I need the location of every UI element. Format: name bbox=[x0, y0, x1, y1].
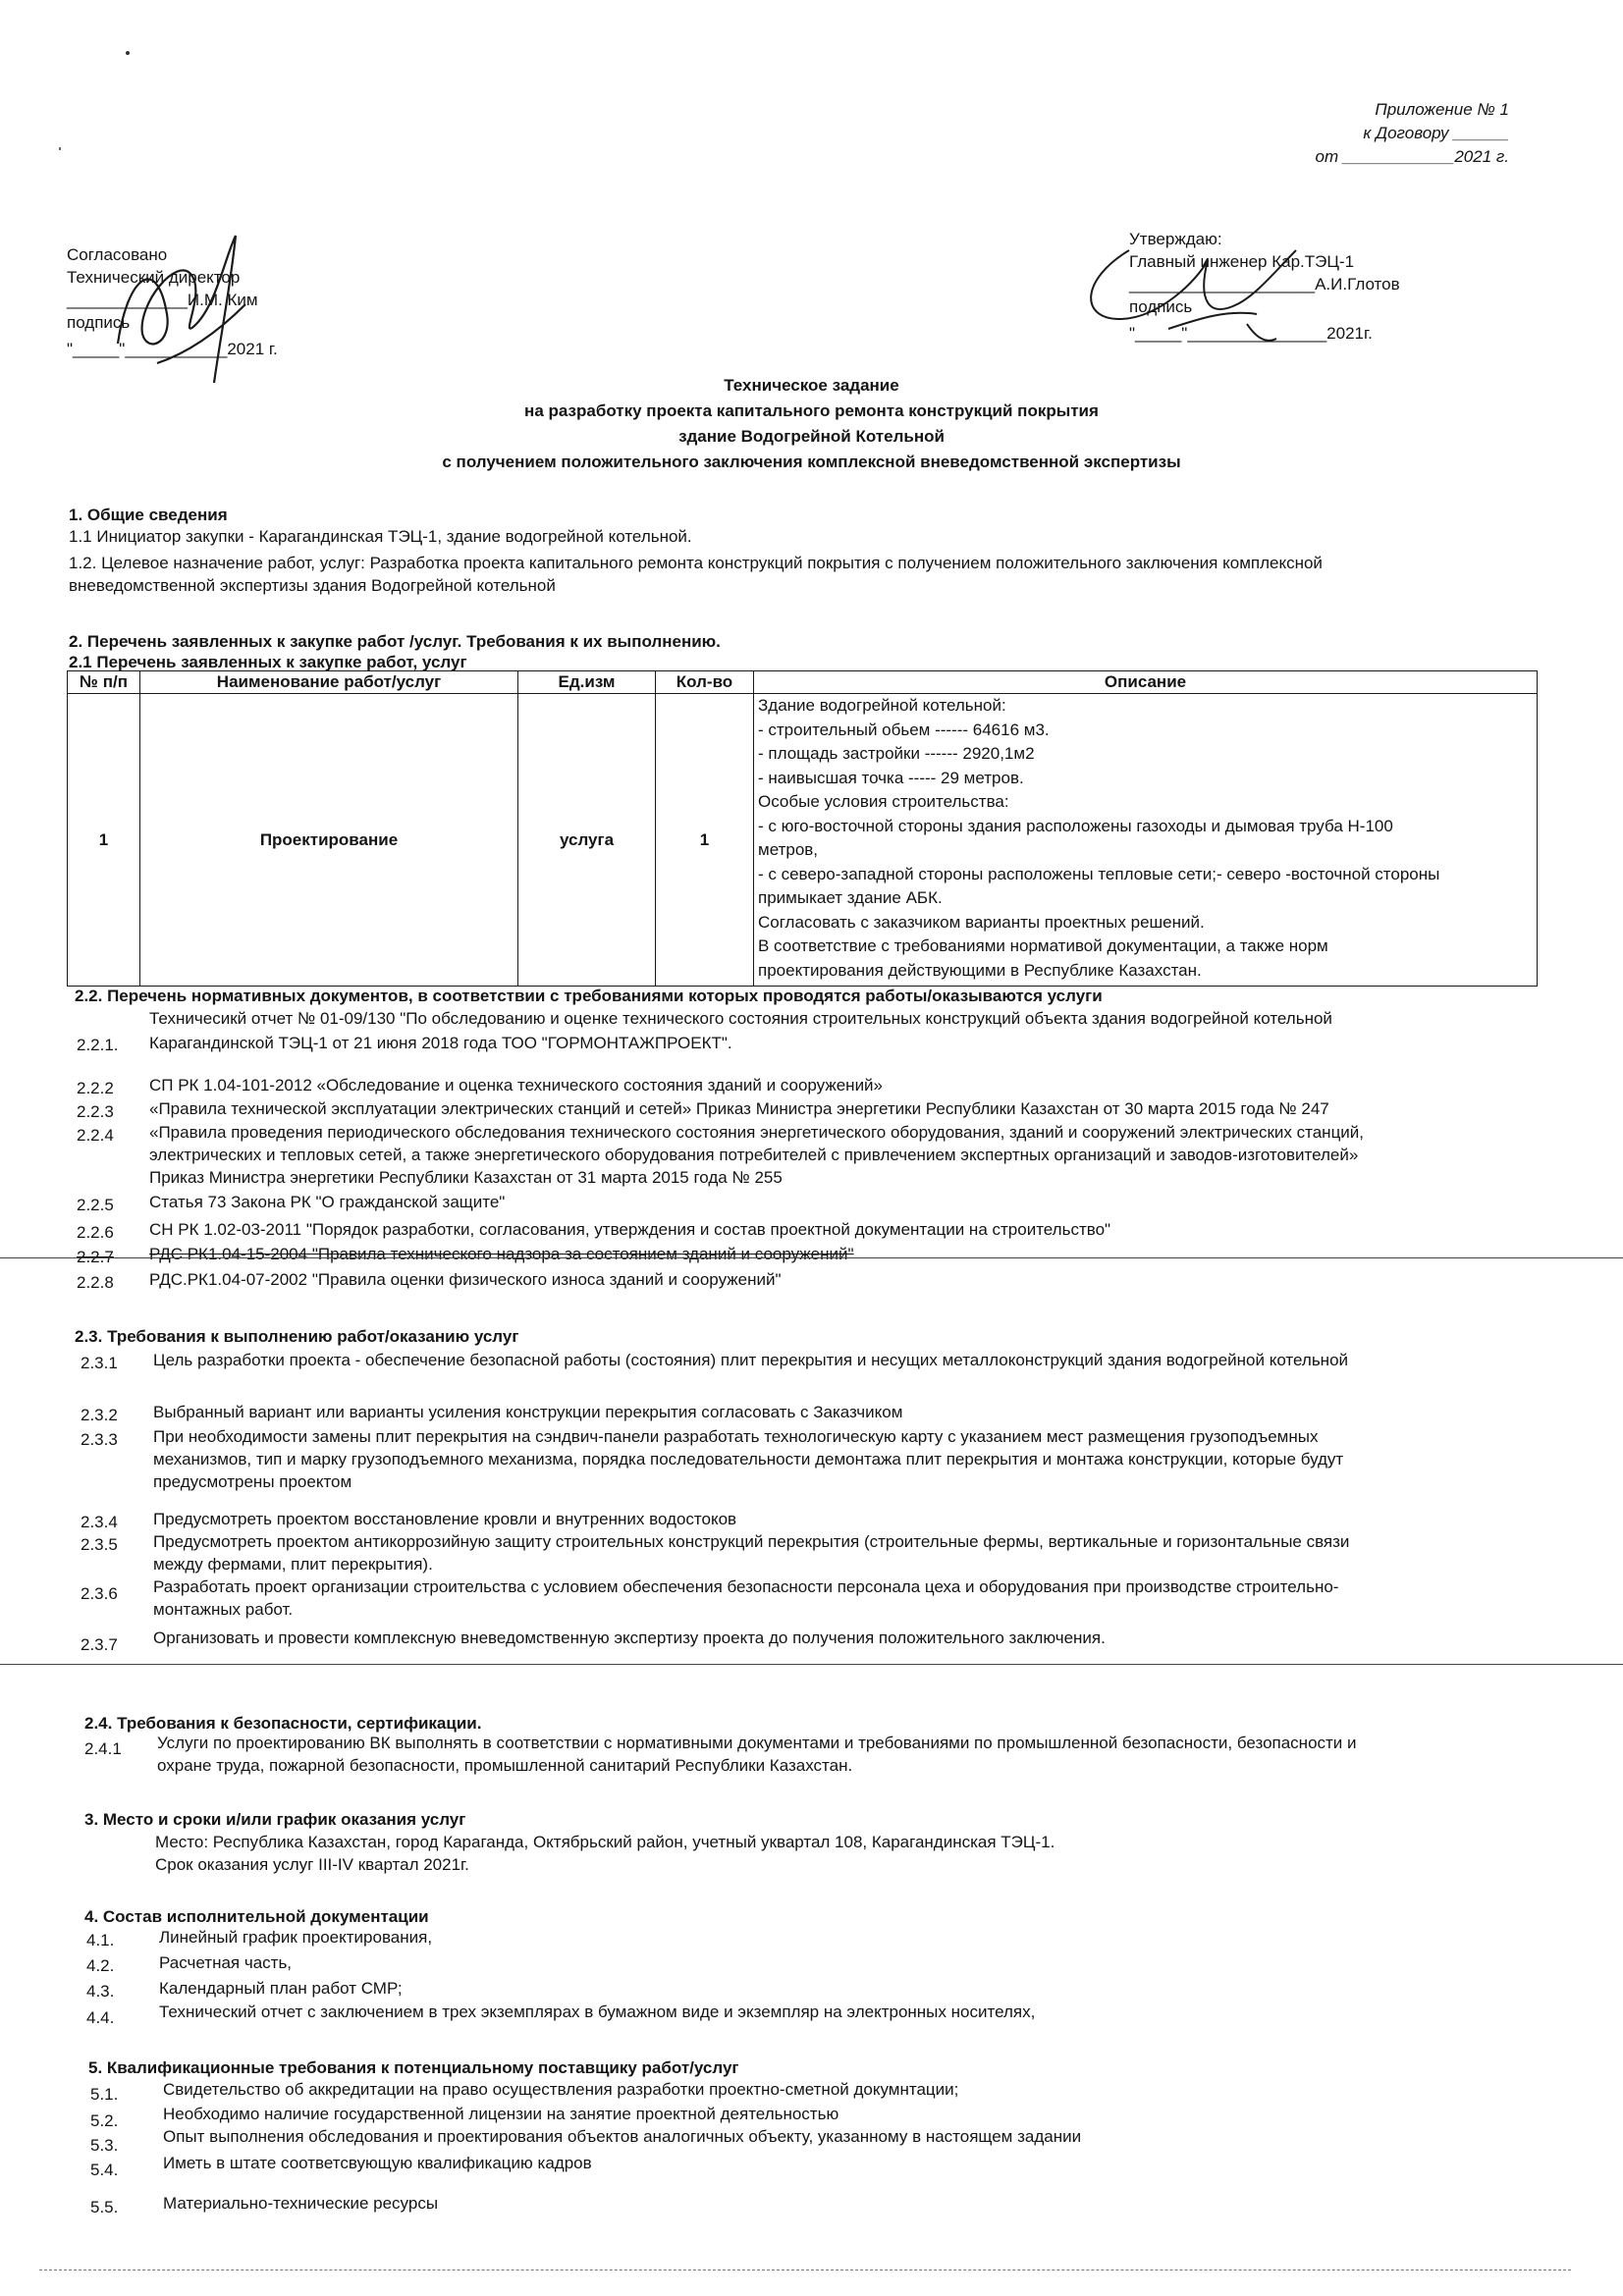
list-item-number: 2.2.1. bbox=[77, 1036, 119, 1054]
appendix-line-1: Приложение № 1 bbox=[1375, 100, 1509, 119]
list-item-number: 2.3.5 bbox=[81, 1535, 118, 1554]
desc-line: примыкает здание АБК. bbox=[758, 888, 943, 908]
list-item-2-3-5b: между фермами, плит перекрытия). bbox=[153, 1555, 433, 1574]
approval-left bbox=[67, 243, 278, 360]
approval-right-title: Утверждаю: bbox=[1129, 230, 1222, 248]
cell-unit: услуга bbox=[518, 694, 656, 987]
section-2-1-heading: 2.1 Перечень заявленных к закупке работ, услуг bbox=[69, 653, 467, 671]
list-item-number: 2.2.6 bbox=[77, 1223, 114, 1242]
list-item-number: 2.3.6 bbox=[81, 1584, 118, 1603]
list-item-2-3-5a: Предусмотреть проектом антикоррозийную защиту строительных конструкций перекрытия (строительные фермы, вертикальные и горизонтальные связи bbox=[153, 1532, 1350, 1551]
col-header-num: № п/п bbox=[68, 671, 140, 694]
appendix-line-2: к Договору ______ bbox=[1363, 124, 1509, 142]
approval-right bbox=[1129, 228, 1400, 345]
col-header-unit: Ед.изм bbox=[518, 671, 656, 694]
list-item-5-2: Необходимо наличие государственной лицензии на занятие проектной деятельностью bbox=[163, 2105, 839, 2123]
list-item-2-3-1: Цель разработки проекта - обеспечение безопасной работы (состояния) плит перекрытия и несущих металлоконструкций здания водогрейной котельной bbox=[153, 1351, 1349, 1369]
cell-name: Проектирование bbox=[140, 694, 518, 987]
list-item-number: 2.2.3 bbox=[77, 1102, 114, 1121]
appendix-line-3: от ____________2021 г. bbox=[1315, 147, 1509, 166]
desc-line: - с юго-восточной стороны здания расположены газоходы и дымовая труба Н-100 bbox=[758, 816, 1393, 835]
col-header-name: Наименование работ/услуг bbox=[140, 671, 518, 694]
approval-right-role: Главный инженер Кар.ТЭЦ-1 bbox=[1129, 252, 1355, 271]
list-item-2-2-4b: электрических и тепловых сетей, а также энергетического оборудования потребителей с привлечением экспертных организаций и заводов-изготовителей» bbox=[149, 1146, 1359, 1164]
cell-num: 1 bbox=[68, 694, 140, 987]
works-table bbox=[67, 670, 1538, 987]
list-item-2-4-1b: охране труда, пожарной безопасности, промышленной санитарий Республики Казахстан. bbox=[157, 1756, 853, 1775]
table-row bbox=[68, 694, 1538, 987]
list-item-2-3-6b: монтажных работ. bbox=[153, 1600, 294, 1619]
list-item-5-5: Материально-технические ресурсы bbox=[163, 2194, 439, 2213]
desc-line: - строительный обьем ------ 64616 м3. bbox=[758, 720, 1050, 739]
desc-line: - с северо-западной стороны расположены тепловые сети;- северо -восточной стороны bbox=[758, 864, 1440, 883]
list-item-number: 4.2. bbox=[86, 1956, 115, 1975]
list-item-2-3-3b: механизмов, тип и марку грузоподъемного механизма, порядка последовательности демонтажа плит перекрытия и монтажа конструкции, которые будут bbox=[153, 1450, 1344, 1468]
scan-speck bbox=[126, 51, 130, 55]
list-item-2-2-4a: «Правила проведения периодического обследования технического состояния энергетического оборудования, зданий и сооружений электрических станций, bbox=[149, 1123, 1365, 1142]
title-line-2: на разработку проекта капитального ремонта конструкций покрытия bbox=[524, 401, 1099, 420]
list-item-number: 5.4. bbox=[90, 2161, 119, 2179]
list-item-number: 2.4.1 bbox=[84, 1739, 122, 1758]
list-item-number: 2.2.7 bbox=[77, 1248, 114, 1266]
section-1-heading: 1. Общие сведения bbox=[69, 506, 228, 524]
approval-left-title: Согласовано bbox=[67, 245, 168, 264]
list-item-2-3-6a: Разработать проект организации строительства с условием обеспечения безопасности персонала цеха и оборудования при производстве строительно- bbox=[153, 1577, 1339, 1596]
list-item-2-3-2: Выбранный вариант или варианты усиления конструкции перекрытия согласовать с Заказчиком bbox=[153, 1403, 903, 1421]
cell-description bbox=[754, 694, 1538, 987]
list-item-4-4: Технический отчет с заключением в трех экземплярах в бумажном виде и экземпляр на электронных носителях, bbox=[159, 2002, 1036, 2021]
desc-line: проектирования действующими в Республике Казахстан. bbox=[758, 960, 1202, 980]
title-line-3: здание Водогрейной Котельной bbox=[678, 427, 945, 446]
table-header-row bbox=[68, 671, 1538, 694]
list-item-2-2-4c: Приказ Министра энергетики Республики Казахстан от 31 марта 2015 года № 255 bbox=[149, 1168, 783, 1187]
list-item-4-2: Расчетная часть, bbox=[159, 1953, 293, 1972]
list-item-number: 2.2.4 bbox=[77, 1126, 114, 1145]
desc-line: В соответствие с требованиями нормативой документации, а также норм bbox=[758, 936, 1328, 956]
scan-speck bbox=[59, 147, 61, 150]
desc-line: Здание водогрейной котельной: bbox=[758, 696, 1006, 716]
strike-line bbox=[0, 1257, 1623, 1258]
list-item-number: 4.3. bbox=[86, 1982, 115, 2001]
section-2-heading: 2. Перечень заявленных к закупке работ /услуг. Требования к их выполнению. bbox=[69, 632, 721, 651]
list-item-2-4-1a: Услуги по проектированию ВК выполнять в соответствии с нормативными документами и требованиями по промышленной безопасности, безопасности и bbox=[157, 1734, 1357, 1752]
desc-line: Особые условия строительства: bbox=[758, 792, 1009, 812]
list-item-2-3-3c: предусмотрены проектом bbox=[153, 1472, 352, 1491]
approval-right-date: "_____"_______________2021г. bbox=[1129, 324, 1373, 343]
desc-line: - наивысшая точка ----- 29 метров. bbox=[758, 768, 1024, 787]
list-item-2-3-3a: При необходимости замены плит перекрытия на сэндвич-панели разработать технологическую карту с указанием мест размещения грузоподъемных bbox=[153, 1427, 1319, 1446]
title-line-4: с получением положительного заключения комплексной вневедомственной экспертизы bbox=[442, 453, 1181, 471]
list-item-2-2-6: СН РК 1.02-03-2011 "Порядок разработки, согласования, утверждения и состав проектной документации на строительство" bbox=[149, 1220, 1111, 1239]
title-line-1: Техническое задание bbox=[724, 376, 899, 395]
section-3-place: Место: Республика Казахстан, город Караганда, Октябрьский район, учетный уквартал 108, Карагандинская ТЭЦ-1. bbox=[155, 1833, 1055, 1851]
approval-left-date: "_____"___________2021 г. bbox=[67, 340, 278, 358]
list-item-4-3: Календарный план работ СМР; bbox=[159, 1979, 403, 1998]
approval-left-role: Технический директор bbox=[67, 268, 241, 287]
list-item-number: 4.1. bbox=[86, 1931, 115, 1949]
list-item-number: 2.2.2 bbox=[77, 1079, 114, 1097]
document-title bbox=[0, 373, 1623, 475]
list-item-number: 2.2.8 bbox=[77, 1273, 114, 1292]
list-item-number: 5.1. bbox=[90, 2085, 119, 2104]
list-item-5-4: Иметь в штате соответсвующую квалификацию кадров bbox=[163, 2154, 592, 2172]
section-4-heading: 4. Состав исполнительной документации bbox=[84, 1907, 429, 1926]
appendix-block bbox=[1316, 98, 1509, 169]
list-item-number: 5.2. bbox=[90, 2111, 119, 2130]
cell-qty: 1 bbox=[656, 694, 754, 987]
list-item-5-3: Опыт выполнения обследования и проектирования объектов аналогичных объекту, указанному в настоящем задании bbox=[163, 2127, 1082, 2146]
list-item-2-2-7: РДС РК1.04-15-2004 "Правила технического надзора за состоянием зданий и сооружений" bbox=[149, 1245, 854, 1263]
list-item-2-3-4: Предусмотреть проектом восстановление кровли и внутренних водостоков bbox=[153, 1510, 737, 1528]
desc-line: Согласовать с заказчиком варианты проектных решений. bbox=[758, 912, 1205, 932]
col-header-desc: Описание bbox=[754, 671, 1538, 694]
desc-line: - площадь застройки ------ 2920,1м2 bbox=[758, 744, 1035, 764]
section-2-2-heading: 2.2. Перечень нормативных документов, в соответствии с требованиями которых проводятся работы/оказываются услуги bbox=[75, 987, 1103, 1005]
section-3-period: Срок оказания услуг III-IV квартал 2021г. bbox=[155, 1855, 469, 1874]
list-item-2-3-7: Организовать и провести комплексную вневедомственную экспертизу проекта до получения положительного заключения. bbox=[153, 1629, 1106, 1647]
desc-line: метров, bbox=[758, 840, 819, 860]
list-item-2-2-1b: Карагандинской ТЭЦ-1 от 21 июня 2018 года ТОО "ГОРМОНТАЖПРОЕКТ". bbox=[149, 1034, 732, 1052]
list-item-number: 2.3.1 bbox=[81, 1354, 118, 1372]
list-item-number: 4.4. bbox=[86, 2008, 115, 2027]
section-1-item-2a: 1.2. Целевое назначение работ, услуг: Разработка проекта капитального ремонта конструкций покрытия с получением положительного заключения комплексной bbox=[69, 554, 1323, 572]
list-item-4-1: Линейный график проектирования, bbox=[159, 1928, 433, 1947]
list-item-number: 2.3.4 bbox=[81, 1513, 118, 1531]
list-item-number: 5.5. bbox=[90, 2198, 119, 2216]
list-item-number: 2.3.7 bbox=[81, 1635, 118, 1654]
list-item-2-2-3: «Правила технической эксплуатации электрических станций и сетей» Приказ Министра энергетики Республики Казахстан от 30 марта 2015 года № 247 bbox=[149, 1099, 1329, 1118]
list-item-number: 2.2.5 bbox=[77, 1196, 114, 1214]
list-item-2-2-1a: Техничесикй отчет № 01-09/130 "По обследованию и оценке технического состояния строительных конструкций объекта здания водогрейной котельной bbox=[149, 1009, 1332, 1028]
list-item-number: 5.3. bbox=[90, 2136, 119, 2155]
bottom-edge-line bbox=[39, 2269, 1571, 2270]
section-1-item-2b: вневедомственной экспертизы здания Водогрейной котельной bbox=[69, 576, 556, 595]
list-item-5-1: Свидетельство об аккредитации на право осуществления разработки проектно-сметной докумнтации; bbox=[163, 2080, 959, 2099]
approval-right-sign: подпись bbox=[1129, 297, 1193, 316]
list-item-number: 2.3.2 bbox=[81, 1406, 118, 1424]
approval-left-name: _____________И.М. Ким bbox=[67, 291, 258, 309]
list-item-2-2-2: СП РК 1.04-101-2012 «Обследование и оценка технического состояния зданий и сооружений» bbox=[149, 1076, 884, 1095]
list-item-2-2-5: Статья 73 Закона РК "О гражданской защите" bbox=[149, 1193, 506, 1211]
list-item-2-2-8: РДС.РК1.04-07-2002 "Правила оценки физического износа зданий и сооружений" bbox=[149, 1270, 782, 1289]
section-3-heading: 3. Место и сроки и/или график оказания услуг bbox=[84, 1810, 466, 1829]
approval-right-name: ____________________А.И.Глотов bbox=[1129, 275, 1400, 294]
section-2-4-heading: 2.4. Требования к безопасности, сертификации. bbox=[84, 1714, 482, 1733]
col-header-qty: Кол-во bbox=[656, 671, 754, 694]
separator-line bbox=[0, 1664, 1623, 1665]
section-1-item-1: 1.1 Инициатор закупки - Карагандинская ТЭЦ-1, здание водогрейной котельной. bbox=[69, 527, 692, 546]
list-item-number: 2.3.3 bbox=[81, 1430, 118, 1449]
section-5-heading: 5. Квалификационные требования к потенциальному поставщику работ/услуг bbox=[88, 2058, 739, 2077]
section-2-3-heading: 2.3. Требования к выполнению работ/оказанию услуг bbox=[75, 1327, 519, 1346]
approval-left-sign: подпись bbox=[67, 313, 131, 332]
